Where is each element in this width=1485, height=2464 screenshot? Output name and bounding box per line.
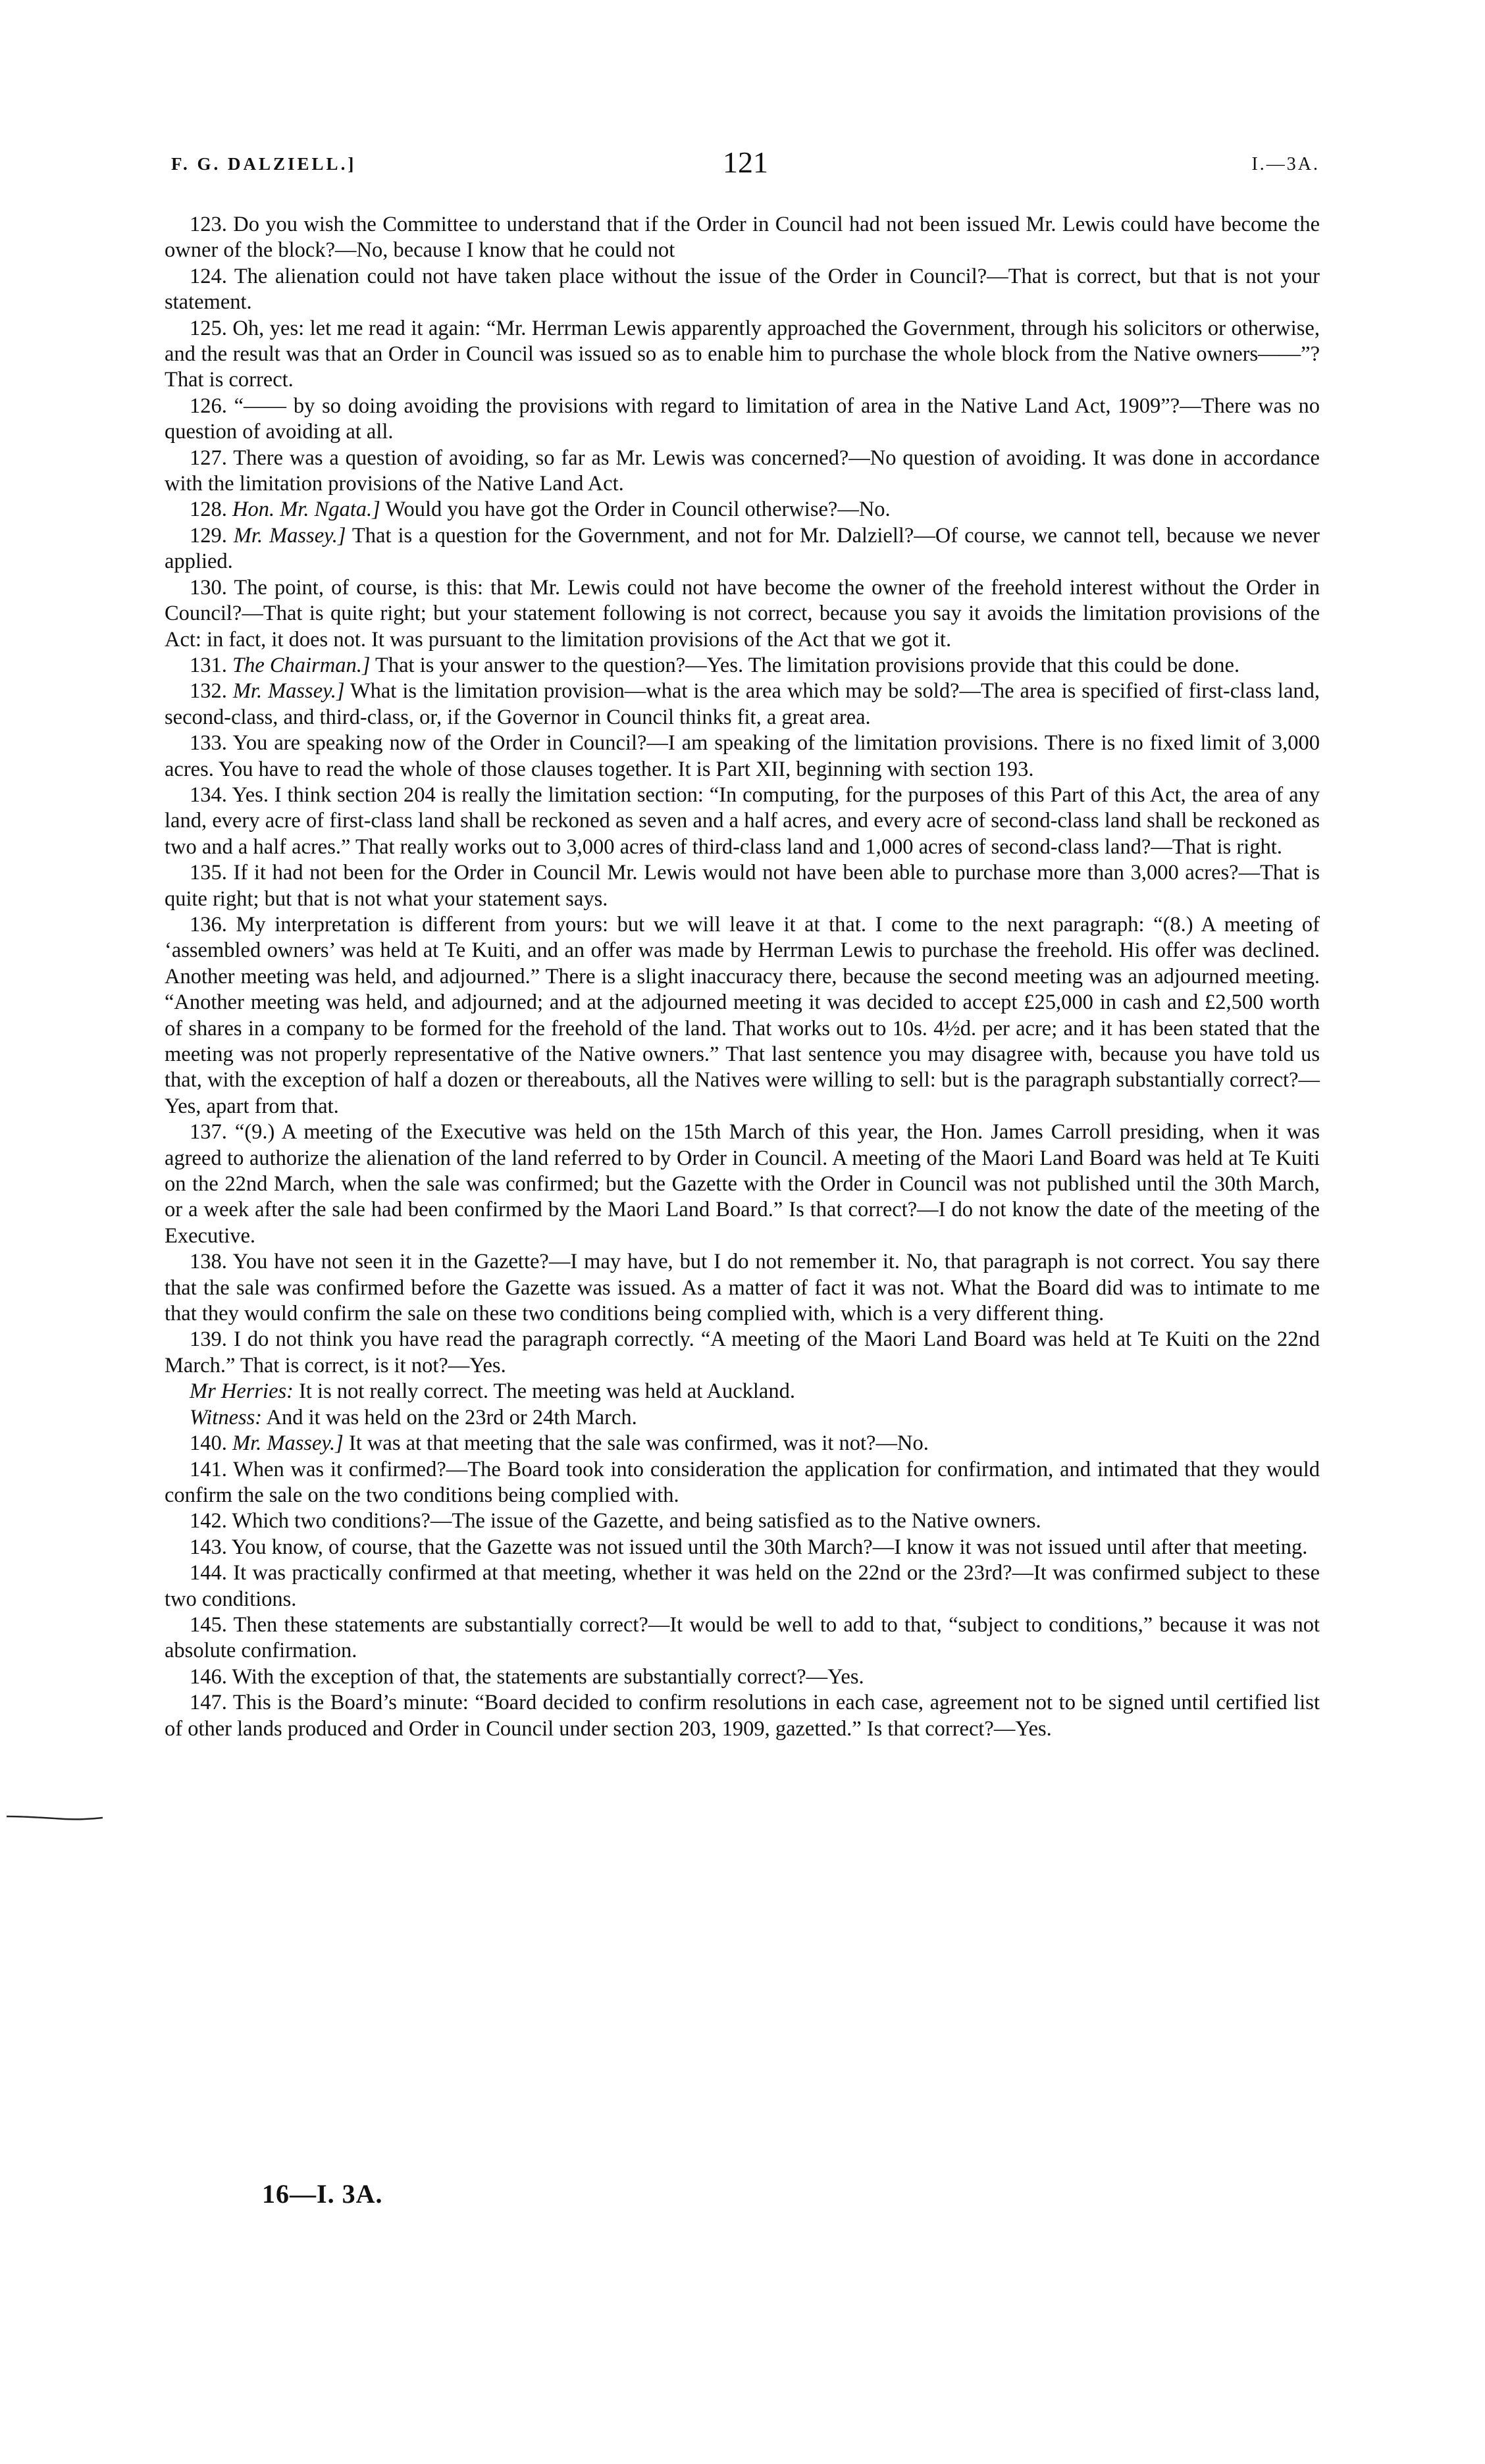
testimony-paragraph bbox=[165, 1119, 1320, 1249]
speaker-name: Hon. Mr. Ngata.] bbox=[232, 498, 380, 522]
margin-pen-mark bbox=[5, 1814, 104, 1822]
testimony-paragraph bbox=[165, 1379, 1320, 1404]
document-reference: I.—3A. bbox=[1251, 154, 1320, 174]
paragraph-text: 146. With the exception of that, the statements are substantially correct?—Yes. bbox=[190, 1664, 864, 1689]
testimony-paragraph bbox=[165, 1457, 1320, 1509]
speaker-name: Mr. Massey.] bbox=[232, 1431, 344, 1456]
speaker-name: The Chairman.] bbox=[232, 653, 371, 677]
header-witness-name: F. G. DALZIELL.] bbox=[171, 154, 357, 174]
testimony-paragraph bbox=[165, 1612, 1320, 1664]
testimony-paragraph bbox=[165, 912, 1320, 1119]
paragraph-text: 141. When was it confirmed?—The Board took into consideration the application for confirmation, and intimated that they would confirm the sale on the two conditions being complied with. bbox=[165, 1457, 1320, 1507]
testimony-paragraph bbox=[165, 264, 1320, 316]
paragraph-text: What is the limitation provision—what is the area which may be sold?—The area is specified of first-class land, second-class, and third-class, or, if the Governor in Council thinks fit, a great area. bbox=[165, 679, 1320, 729]
testimony-paragraph bbox=[165, 446, 1320, 498]
paragraph-text: 139. I do not think you have read the paragraph correctly. “A meeting of the Maori Land Board was held at Te Kuiti on the 22nd March.” That is correct, is it not?—Yes. bbox=[165, 1327, 1320, 1377]
testimony-paragraph bbox=[165, 1327, 1320, 1379]
testimony-paragraph bbox=[165, 731, 1320, 783]
testimony-paragraph bbox=[165, 497, 1320, 523]
paragraph-text: 142. Which two conditions?—The issue of the Gazette, and being satisfied as to the Native owners. bbox=[190, 1509, 1041, 1533]
testimony-paragraph bbox=[165, 860, 1320, 912]
paragraph-text: 144. It was practically confirmed at that meeting, whether it was held on the 22nd or the 23rd?—It was confirmed subject to these two conditions. bbox=[165, 1561, 1320, 1611]
testimony-paragraph bbox=[165, 316, 1320, 394]
testimony-paragraph bbox=[165, 394, 1320, 446]
testimony-paragraph bbox=[165, 1664, 1320, 1690]
question-number: 128. bbox=[190, 498, 227, 522]
paragraph-text: 127. There was a question of avoiding, so far as Mr. Lewis was concerned?—No question of avoiding. It was done in accordance with the limitation provisions of the Native Land Act. bbox=[165, 446, 1320, 496]
testimony-paragraph bbox=[165, 653, 1320, 679]
testimony-paragraph bbox=[165, 1249, 1320, 1327]
paragraph-text: It is not really correct. The meeting was held at Auckland. bbox=[299, 1379, 795, 1404]
question-number: 131. bbox=[190, 653, 227, 677]
paragraph-text: And it was held on the 23rd or 24th March. bbox=[266, 1405, 637, 1429]
speaker-name: Mr Herries: bbox=[190, 1379, 294, 1404]
question-number: 132. bbox=[190, 679, 227, 704]
testimony-paragraph bbox=[165, 1431, 1320, 1456]
testimony-paragraph bbox=[165, 523, 1320, 575]
testimony-paragraph bbox=[165, 212, 1320, 264]
paragraph-text: 134. Yes. I think section 204 is really the limitation section: “In computing, for the purposes of this Part of this Act, the area of any land, every acre of first-class land shall be reckoned as seven and a half acres, and every acre of second-class land shall be reckoned as two and a half acres.” That really works out to 3,000 acres of third-class land and 1,000 acres of second-class land?—That is right. bbox=[165, 783, 1320, 859]
paragraph-text: 135. If it had not been for the Order in Council Mr. Lewis would not have been able to purchase more than 3,000 acres?—That is quite right; but that is not what your statement says. bbox=[165, 861, 1320, 911]
speaker-name: Mr. Massey.] bbox=[232, 679, 345, 704]
paragraph-text: That is a question for the Government, and not for Mr. Dalziell?—Of course, we cannot tell, because we never applied. bbox=[165, 523, 1320, 574]
paragraph-text: 133. You are speaking now of the Order in Council?—I am speaking of the limitation provisions. There is no fixed limit of 3,000 acres. You have to read the whole of those clauses together. It is Part XII, beginning with section 193. bbox=[165, 731, 1320, 781]
paragraph-text: 147. This is the Board’s minute: “Board decided to confirm resolutions in each case, agreement not to be signed until certified list of other lands produced and Order in Council under section 203, 1909, gazetted.” Is that correct?—Yes. bbox=[165, 1691, 1320, 1741]
paragraph-text: 145. Then these statements are substantially correct?—It would be well to add to that, “subject to conditions,” because it was not absolute confirmation. bbox=[165, 1612, 1320, 1663]
testimony-paragraph bbox=[165, 1560, 1320, 1612]
paragraph-text: 130. The point, of course, is this: that Mr. Lewis could not have become the owner of the freehold interest without the Order in Council?—That is quite right; but your statement following is not correct, because you say it avoids the limitation provisions of the Act: in fact, it does not. It was pursuant to the limitation provisions of the Act that we got it. bbox=[165, 575, 1320, 652]
testimony-paragraph bbox=[165, 1405, 1320, 1431]
paragraph-text: 124. The alienation could not have taken place without the issue of the Order in Council?—That is correct, but that is not your statement. bbox=[165, 264, 1320, 315]
paragraph-text: 137. “(9.) A meeting of the Executive was held on the 15th March of this year, the Hon. James Carroll presiding, when it was agreed to authorize the alienation of the land referred to by Order in Council. A meeting of the Maori Land Board was held at Te Kuiti on the 22nd March, when the sale was confirmed; but the Gazette with the Order in Council was not published until the 30th March, or a week after the sale had been confirmed by the Maori Land Board.” Is that correct?—I do not know the date of the meeting of the Executive. bbox=[165, 1120, 1320, 1248]
question-number: 129. bbox=[190, 523, 227, 548]
paragraph-text: 143. You know, of course, that the Gazette was not issued until the 30th March?—I know it was not issued until after that meeting. bbox=[190, 1535, 1308, 1559]
testimony-paragraph bbox=[165, 679, 1320, 731]
paragraph-text: 123. Do you wish the Committee to understand that if the Order in Council had not been issued Mr. Lewis could have become the owner of the block?—No, because I know that he could not bbox=[165, 213, 1320, 263]
document-body bbox=[165, 212, 1320, 1742]
testimony-paragraph bbox=[165, 1535, 1320, 1560]
paragraph-text: 125. Oh, yes: let me read it again: “Mr. Herrman Lewis apparently approached the Government, through his solicitors or otherwise, and the result was that an Order in Council was issued so as to enable him to purchase the whole block from the Native owners——”? That is correct. bbox=[165, 316, 1320, 392]
speaker-name: Witness: bbox=[190, 1405, 263, 1429]
paragraph-text: 126. “—— by so doing avoiding the provisions with regard to limitation of area in the Native Land Act, 1909”?—There was no question of avoiding at all. bbox=[165, 394, 1320, 444]
paragraph-text: That is your answer to the question?—Yes. The limitation provisions provide that this could be done. bbox=[375, 653, 1240, 677]
paragraph-text: 138. You have not seen it in the Gazette?—I may have, but I do not remember it. No, that paragraph is not correct. You say there that the sale was confirmed before the Gazette was issued. As a matter of fact it was not. What the Board did was to intimate to me that they would confirm the sale on these two conditions being complied with, which is a very different thing. bbox=[165, 1250, 1320, 1326]
testimony-paragraph bbox=[165, 575, 1320, 653]
testimony-paragraph bbox=[165, 783, 1320, 860]
paragraph-text: Would you have got the Order in Council otherwise?—No. bbox=[385, 498, 891, 522]
testimony-paragraph bbox=[165, 1508, 1320, 1534]
paragraph-text: It was at that meeting that the sale was confirmed, was it not?—No. bbox=[348, 1431, 929, 1456]
question-number: 140. bbox=[190, 1431, 227, 1456]
testimony-paragraph bbox=[165, 1690, 1320, 1742]
paragraph-text: 136. My interpretation is different from yours: but we will leave it at that. I come to the next paragraph: “(8.) A meeting of ‘assembled owners’ was held at Te Kuiti, and an offer was made by Herrman Lewis to purchase the freehold. His offer was declined. Another meeting was held, and adjourned.” There is a slight inaccuracy there, because the second meeting was an adjourned meeting. “Another meeting was held, and adjourned; and at the adjourned meeting it was decided to accept £25,000 in cash and £2,500 worth of shares in a company to be formed for the freehold of the land. That works out to 10s. 4½d. per acre; and it has been stated that the meeting was not properly representative of the Native owners.” That last sentence you may disagree with, because you have told us that, with the exception of half a dozen or thereabouts, all the Natives were willing to sell: but is the paragraph substantially correct?—Yes, apart from that. bbox=[165, 912, 1320, 1118]
speaker-name: Mr. Massey.] bbox=[233, 523, 346, 548]
page-header bbox=[171, 145, 1320, 184]
page-number: 121 bbox=[723, 145, 768, 179]
footer-signature: 16—I. 3A. bbox=[262, 2179, 383, 2209]
